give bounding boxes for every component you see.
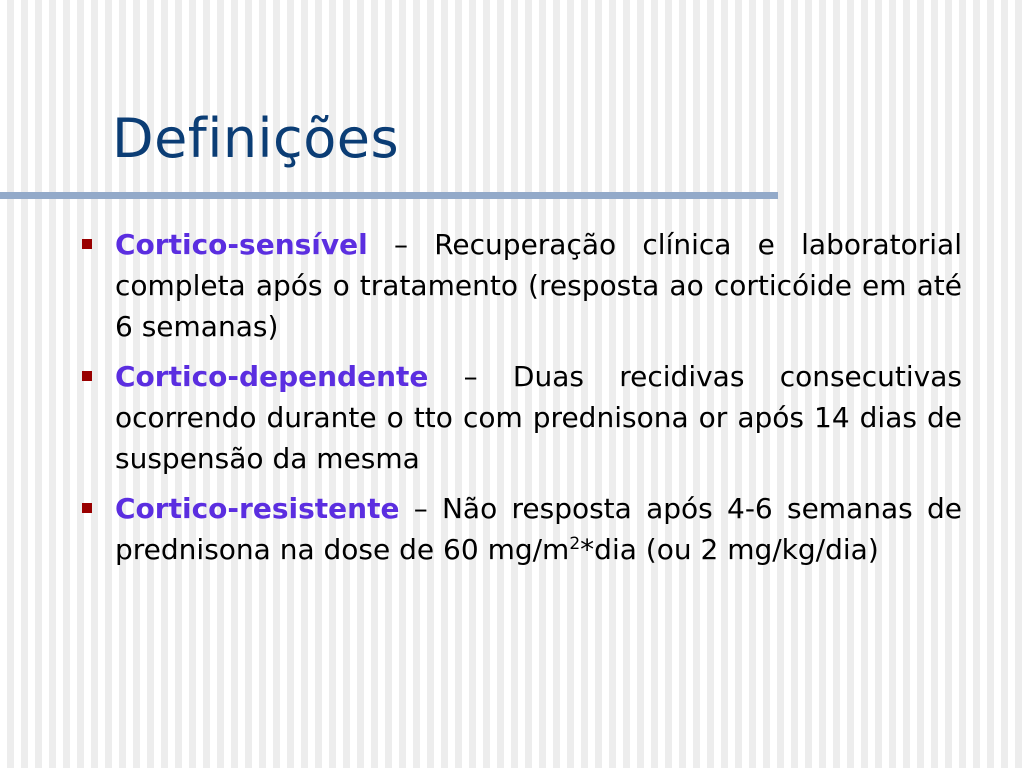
- slide-title: Definições: [112, 107, 400, 170]
- definition-text-end: *dia (ou 2 mg/kg/dia): [580, 533, 879, 566]
- definition-text: – Não resposta após 4-6 semanas de prednisona na dose de 60 mg/m: [115, 492, 962, 566]
- square-bullet-icon: [82, 239, 92, 249]
- term-label: Cortico-dependente: [115, 360, 429, 393]
- term-label: Cortico-resistente: [115, 492, 400, 525]
- definition-text: – Recuperação clínica e laboratorial completa após o tratamento (resposta ao corticóide em até 6 semanas): [115, 228, 962, 343]
- list-item-cortico-resistente: [72, 488, 962, 570]
- list-item-cortico-sensivel: [72, 224, 962, 347]
- term-label: Cortico-sensível: [115, 228, 368, 261]
- title-divider: [0, 192, 778, 199]
- list-item-cortico-dependente: [72, 356, 962, 479]
- definition-text: – Duas recidivas consecutivas ocorrendo durante o tto com prednisona or após 14 dias de suspensão da mesma: [115, 360, 962, 475]
- square-bullet-icon: [82, 371, 92, 381]
- bullet-list: [72, 224, 962, 579]
- square-bullet-icon: [82, 503, 92, 513]
- superscript-exponent: 2: [569, 534, 581, 554]
